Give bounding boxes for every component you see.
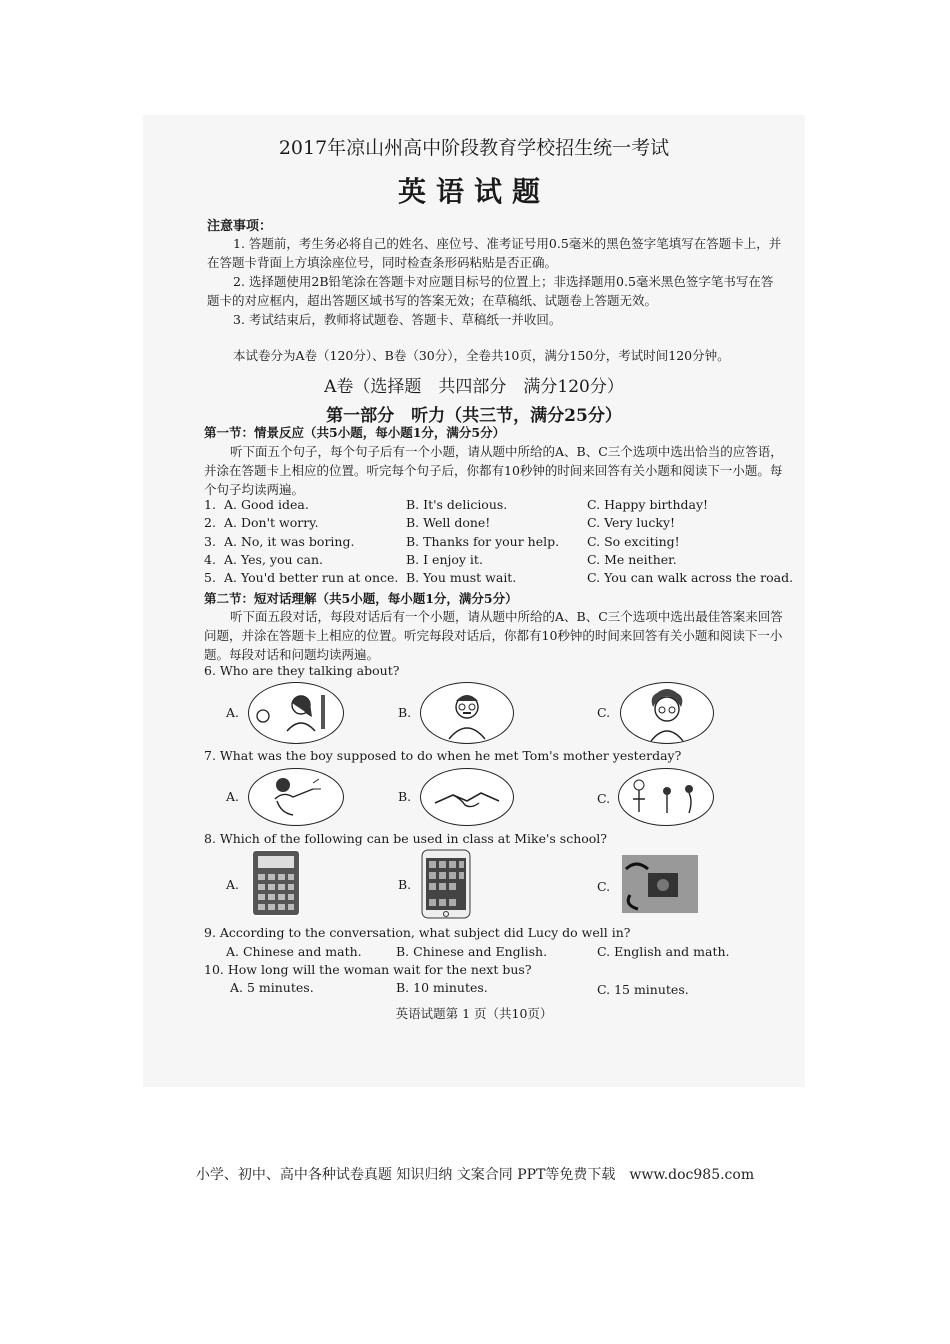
note-item-1: 1. 答题前，考生务必将自己的姓名、座位号、准考证号用0.5毫米的黑色签字笔填写在答题卡上，并在答题卡背面上方填涂座位号，同时检查条形码粘贴是否正确。 <box>207 236 782 270</box>
note-item-3: 3. 考试结束后，教师将试题卷、答题卡、草稿纸一并收回。 <box>233 312 562 327</box>
section1-heading: 第一节：情景反应（共5小题，每小题1分，满分5分） <box>204 425 506 440</box>
q9-option-b: B. Chinese and English. <box>396 944 548 959</box>
option-a: A. Don't worry. <box>224 515 319 530</box>
part-title: 第一部分 听力（共三节，满分25分） <box>326 406 622 426</box>
question-number: 2. <box>204 515 216 530</box>
q9-option-a: A. Chinese and math. <box>226 944 362 959</box>
section2-instructions: 听下面五段对话，每段对话后有一个小题，请从题中所给的A、B、C三个选项中选出最佳答案来回答问题，并涂在答题卡上相应的位置。听完每段对话后，你都有10秒钟的时间来回答有关小题和阅读下一小题。每段对话和问题均读两遍。 <box>204 609 783 662</box>
watermark-footer: 小学、初中、高中各种试卷真题 知识归纳 文案合同 PPT等免费下载 www.doc985.com <box>195 1167 755 1183</box>
q6-label-c: C. <box>597 705 611 720</box>
q9-option-c: C. English and math. <box>597 944 730 959</box>
q8-text: 8. Which of the following can be used in class at Mike's school? <box>204 831 608 846</box>
option-c: C. Happy birthday! <box>587 497 709 512</box>
question-number: 1. <box>204 497 216 512</box>
option-b: B. I enjoy it. <box>406 552 483 567</box>
option-b: B. It's delicious. <box>406 497 508 512</box>
q8-label-a: A. <box>226 877 240 892</box>
exam-title: 2017年凉山州高中阶段教育学校招生统一考试 <box>278 137 670 159</box>
paper-summary: 本试卷分为A卷（120分）、B卷（30分），全卷共10页，满分150分，考试时间120分钟。 <box>233 348 730 363</box>
q6-label-a: A. <box>226 705 240 720</box>
old-woman-image <box>620 682 714 744</box>
notes-heading: 注意事项： <box>207 219 273 234</box>
man-with-glasses-image <box>420 682 514 744</box>
q8-label-c: C. <box>597 879 611 894</box>
bowing-family-image <box>618 768 714 826</box>
option-c: C. Very lucky! <box>587 515 676 530</box>
q6-label-b: B. <box>398 705 412 720</box>
option-c: C. You can walk across the road. <box>587 570 794 585</box>
q10-option-c: C. 15 minutes. <box>597 982 689 997</box>
waving-woman-image <box>248 768 344 826</box>
handshake-image <box>420 768 514 826</box>
q7-text: 7. What was the boy supposed to do when he met Tom's mother yesterday? <box>204 748 682 763</box>
smartphone-image <box>421 849 471 919</box>
question-number: 4. <box>204 552 216 567</box>
option-c: C. Me neither. <box>587 552 677 567</box>
section1-instructions: 听下面五个句子，每个句子后有一个小题，请从题中所给的A、B、C三个选项中选出恰当的应答语，并涂在答题卡上相应的位置。听完每个句子后，你都有10秒钟的时间来回答有关小题和阅读下一小题。每个句子均读两遍。 <box>204 444 783 497</box>
q8-label-b: B. <box>398 877 412 892</box>
q7-label-c: C. <box>597 791 611 806</box>
section2-heading: 第二节：短对话理解（共5小题，每小题1分，满分5分） <box>204 591 518 606</box>
q10-text: 10. How long will the woman wait for the next bus? <box>204 962 532 977</box>
option-a: A. No, it was boring. <box>224 534 355 549</box>
q9-text: 9. According to the conversation, what subject did Lucy do well in? <box>204 925 631 940</box>
option-b: B. Thanks for your help. <box>406 534 560 549</box>
q7-label-a: A. <box>226 789 240 804</box>
q10-option-b: B. 10 minutes. <box>396 980 488 995</box>
option-a: A. Good idea. <box>224 497 309 512</box>
calculator-image <box>252 850 300 916</box>
option-a: A. Yes, you can. <box>224 552 323 567</box>
subject-title: 英语试题 <box>397 175 550 208</box>
q7-label-b: B. <box>398 789 412 804</box>
q10-option-a: A. 5 minutes. <box>230 980 314 995</box>
option-b: B. Well done! <box>406 515 491 530</box>
volume-title: A卷（选择题 共四部分 满分120分） <box>324 377 624 397</box>
woman-teacher-image <box>248 682 344 744</box>
question-number: 3. <box>204 534 216 549</box>
note-item-2: 2. 选择题使用2B铅笔涂在答题卡对应题目标号的位置上；非选择题用0.5毫米黑色签字笔书写在答题卡的对应框内，超出答题区域书写的答案无效；在草稿纸、试题卷上答题无效。 <box>207 274 774 308</box>
question-number: 5. <box>204 570 216 585</box>
option-b: B. You must wait. <box>406 570 517 585</box>
mp3-player-image <box>622 855 698 913</box>
q6-text: 6. Who are they talking about? <box>204 663 400 678</box>
option-a: A. You'd better run at once. <box>224 570 399 585</box>
page-number: 英语试题第 1 页（共10页） <box>395 1006 553 1021</box>
option-c: C. So exciting! <box>587 534 680 549</box>
